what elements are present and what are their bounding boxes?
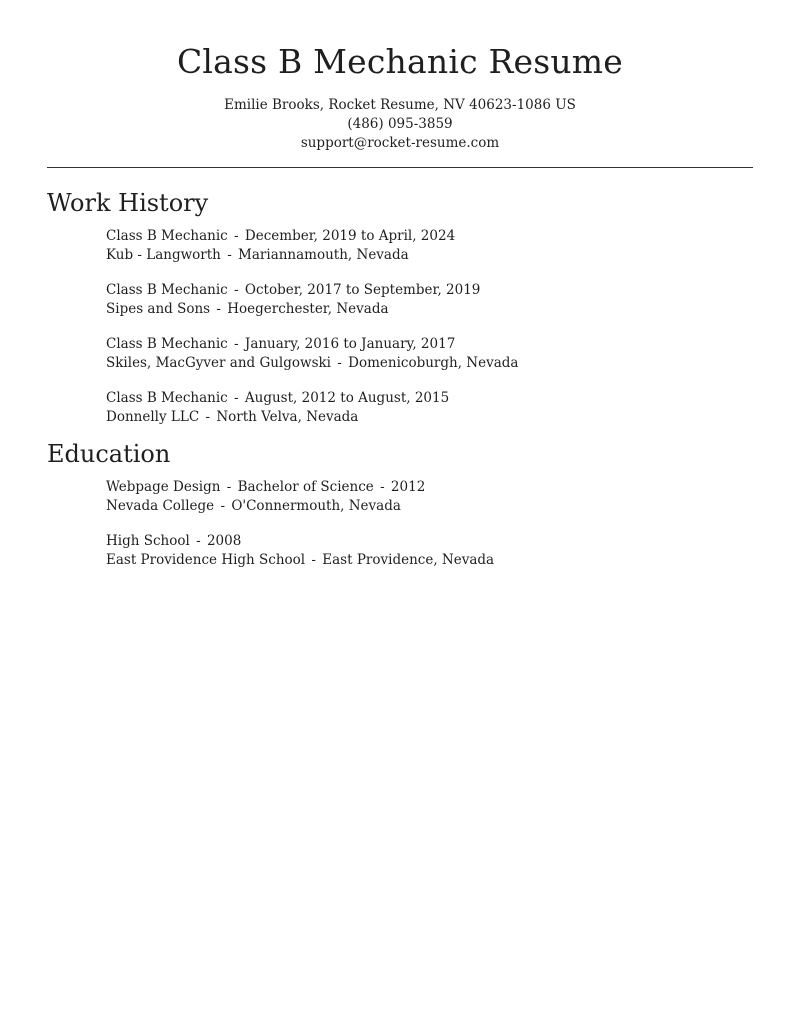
work-role: Class B Mechanic <box>106 282 228 298</box>
separator: - <box>234 390 239 406</box>
work-dates: October, 2017 to September, 2019 <box>244 282 481 298</box>
education-entry-school-line <box>106 497 494 516</box>
separator: - <box>234 228 239 244</box>
work-dates: December, 2019 to April, 2024 <box>244 228 456 244</box>
separator: - <box>220 498 226 514</box>
work-entry-title-line <box>106 389 518 408</box>
separator: - <box>234 282 239 298</box>
resume-header <box>0 0 800 153</box>
work-entry-company-line <box>106 246 518 265</box>
education-school: Nevada College <box>106 498 215 514</box>
contact-phone: (486) 095-3859 <box>347 116 453 132</box>
work-location: Hoegerchester, Nevada <box>227 301 389 317</box>
work-location: Domenicoburgh, Nevada <box>348 355 519 371</box>
work-entry <box>106 227 518 265</box>
separator: - <box>227 247 232 263</box>
work-company: Kub - Langworth <box>106 247 221 263</box>
separator: - <box>196 533 201 549</box>
work-role: Class B Mechanic <box>106 336 228 352</box>
work-entry-title-line <box>106 227 518 246</box>
contact-email: support@rocket-resume.com <box>300 135 500 151</box>
education-program: High School <box>106 533 190 549</box>
separator: - <box>337 355 342 371</box>
work-entry-company-line <box>106 300 518 319</box>
work-history-list <box>106 227 518 427</box>
work-entry <box>106 389 518 427</box>
work-entry-title-line <box>106 281 518 300</box>
separator: - <box>205 409 211 425</box>
education-year: 2012 <box>390 479 426 495</box>
separator: - <box>380 479 385 495</box>
work-role: Class B Mechanic <box>106 390 228 406</box>
work-entry <box>106 281 518 319</box>
work-history-heading: Work History <box>47 189 209 217</box>
education-entry <box>106 478 494 516</box>
education-location: East Providence, Nevada <box>322 552 495 568</box>
page-title: Class B Mechanic Resume <box>176 42 624 81</box>
work-entry-title-line <box>106 335 518 354</box>
work-company: Sipes and Sons <box>106 301 211 317</box>
separator: - <box>226 479 232 495</box>
work-location: North Velva, Nevada <box>216 409 359 425</box>
education-entry-school-line <box>106 551 494 570</box>
work-dates: January, 2016 to January, 2017 <box>244 336 456 352</box>
work-dates: August, 2012 to August, 2015 <box>244 390 450 406</box>
work-entry-company-line <box>106 354 518 373</box>
education-entry-title-line <box>106 478 494 497</box>
separator: - <box>216 301 221 317</box>
education-location: O'Connermouth, Nevada <box>231 498 401 514</box>
work-role: Class B Mechanic <box>106 228 228 244</box>
separator: - <box>234 336 239 352</box>
education-heading: Education <box>47 440 171 468</box>
header-divider <box>47 167 753 168</box>
work-company: Skiles, MacGyver and Gulgowski <box>106 355 331 371</box>
education-program: Webpage Design <box>106 479 221 495</box>
contact-block <box>0 96 800 153</box>
education-year: 2008 <box>206 533 242 549</box>
separator: - <box>311 552 316 568</box>
contact-address: Emilie Brooks, Rocket Resume, NV 40623-1086 US <box>224 97 576 113</box>
education-list <box>106 478 494 570</box>
education-degree: Bachelor of Science <box>237 479 374 495</box>
education-school: East Providence High School <box>106 552 306 568</box>
work-location: Mariannamouth, Nevada <box>238 247 409 263</box>
education-entry-title-line <box>106 532 494 551</box>
work-entry <box>106 335 518 373</box>
work-entry-company-line <box>106 408 518 427</box>
education-entry <box>106 532 494 570</box>
work-company: Donnelly LLC <box>106 409 200 425</box>
